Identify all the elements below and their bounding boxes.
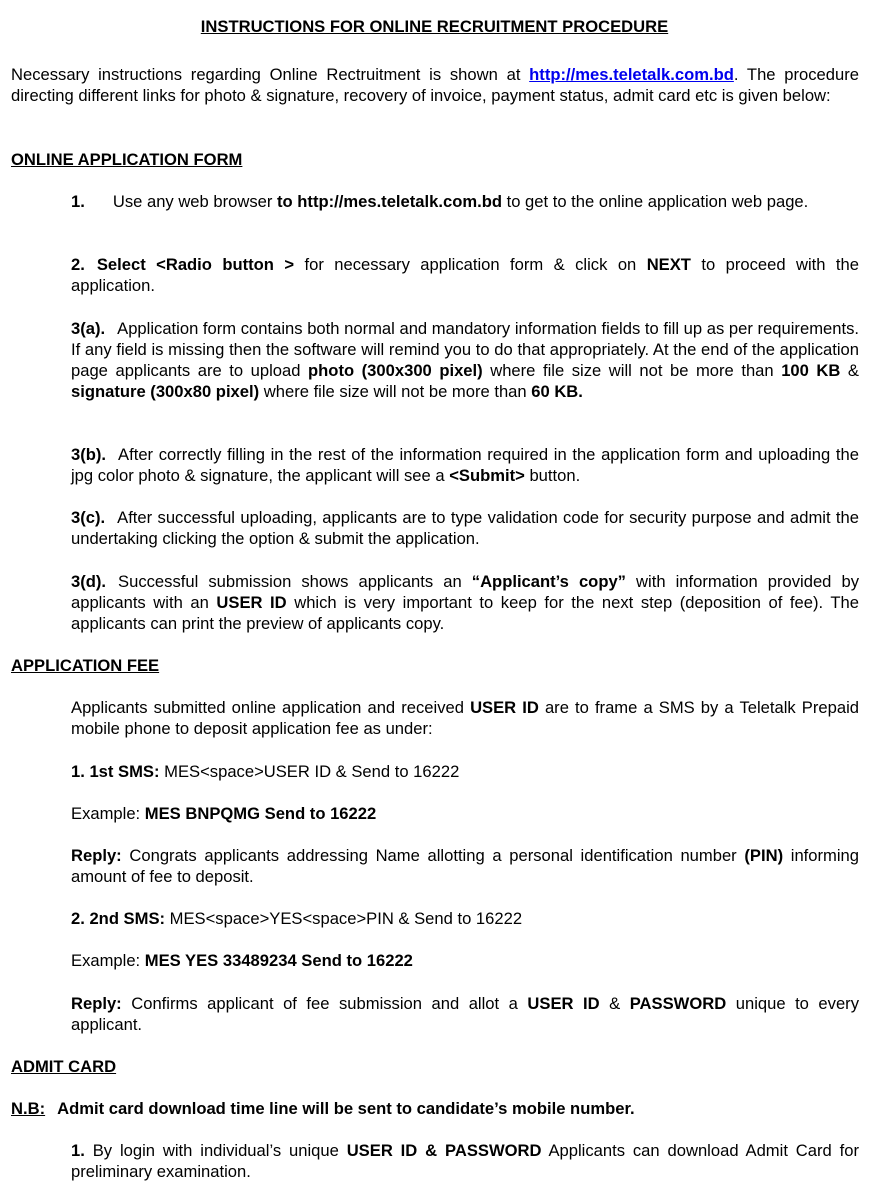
step-3a: 3(a). Application form contains both normal and mandatory information fields to fill up as per requirements. If any field is missing then the software will remind you to do that appropriately. At the end of the application page applicants are to upload photo (300x300 pixel) where file size will not be more than 100 KB & signature (300x80 pixel) where file size will not be more than 60 KB. (71, 319, 860, 401)
step-3c: 3(c). After successful uploading, applicants are to type validation code for security purpose and admit the undertaking clicking the option & submit the application. (71, 508, 859, 548)
reply-1: Reply: Congrats applicants addressing Name allotting a personal identification number (PIN) informing amount of fee to deposit. (71, 846, 859, 886)
example-2: Example: MES YES 33489234 Send to 16222 (71, 951, 413, 970)
admit-nb: N.B: Admit card download time line will be sent to candidate’s mobile number. (11, 1099, 635, 1118)
section-heading-online-form: ONLINE APPLICATION FORM (11, 150, 243, 169)
sms-2: 2. 2nd SMS: MES<space>YES<space>PIN & Send to 16222 (71, 909, 523, 928)
teletalk-link[interactable]: http://mes.teletalk.com.bd (529, 65, 734, 84)
step-1: 1. Use any web browser to http://mes.teletalk.com.bd to get to the online application web page. (71, 192, 809, 211)
section-heading-fee: APPLICATION FEE (11, 656, 160, 675)
step-3b: 3(b). After correctly filling in the rest of the information required in the application form and uploading the jpg color photo & signature, the applicant will see a <Submit> button. (71, 445, 859, 485)
example-1: Example: MES BNPQMG Send to 16222 (71, 804, 377, 823)
section-heading-admit: ADMIT CARD (11, 1057, 117, 1076)
intro-paragraph: Necessary instructions regarding Online Rectruitment is shown at http://mes.teletalk.com.bd. The procedure directing different links for photo & signature, recovery of invoice, payment status, admit card etc is given below: (11, 65, 859, 105)
step-2: 2. Select <Radio button > for necessary application form & click on NEXT to proceed with the application. (71, 255, 859, 295)
reply-2: Reply: Confirms applicant of fee submission and allot a USER ID & PASSWORD unique to every applicant. (71, 994, 860, 1034)
fee-intro: Applicants submitted online application and received USER ID are to frame a SMS by a Teletalk Prepaid mobile phone to deposit application fee as under: (71, 698, 859, 738)
admit-item-1: 1. By login with individual’s unique USER ID & PASSWORD Applicants can download Admit Card for preliminary examination. (71, 1141, 859, 1181)
document-title: INSTRUCTIONS FOR ONLINE RECRUITMENT PROCEDURE (200, 17, 669, 36)
step-3d: 3(d). Successful submission shows applicants an “Applicant’s copy” with information provided by applicants with an USER ID which is very important to keep for the next step (deposition of fee). The applicants can print the preview of applicants copy. (71, 572, 859, 633)
sms-1: 1. 1st SMS: MES<space>USER ID & Send to 16222 (71, 762, 460, 781)
